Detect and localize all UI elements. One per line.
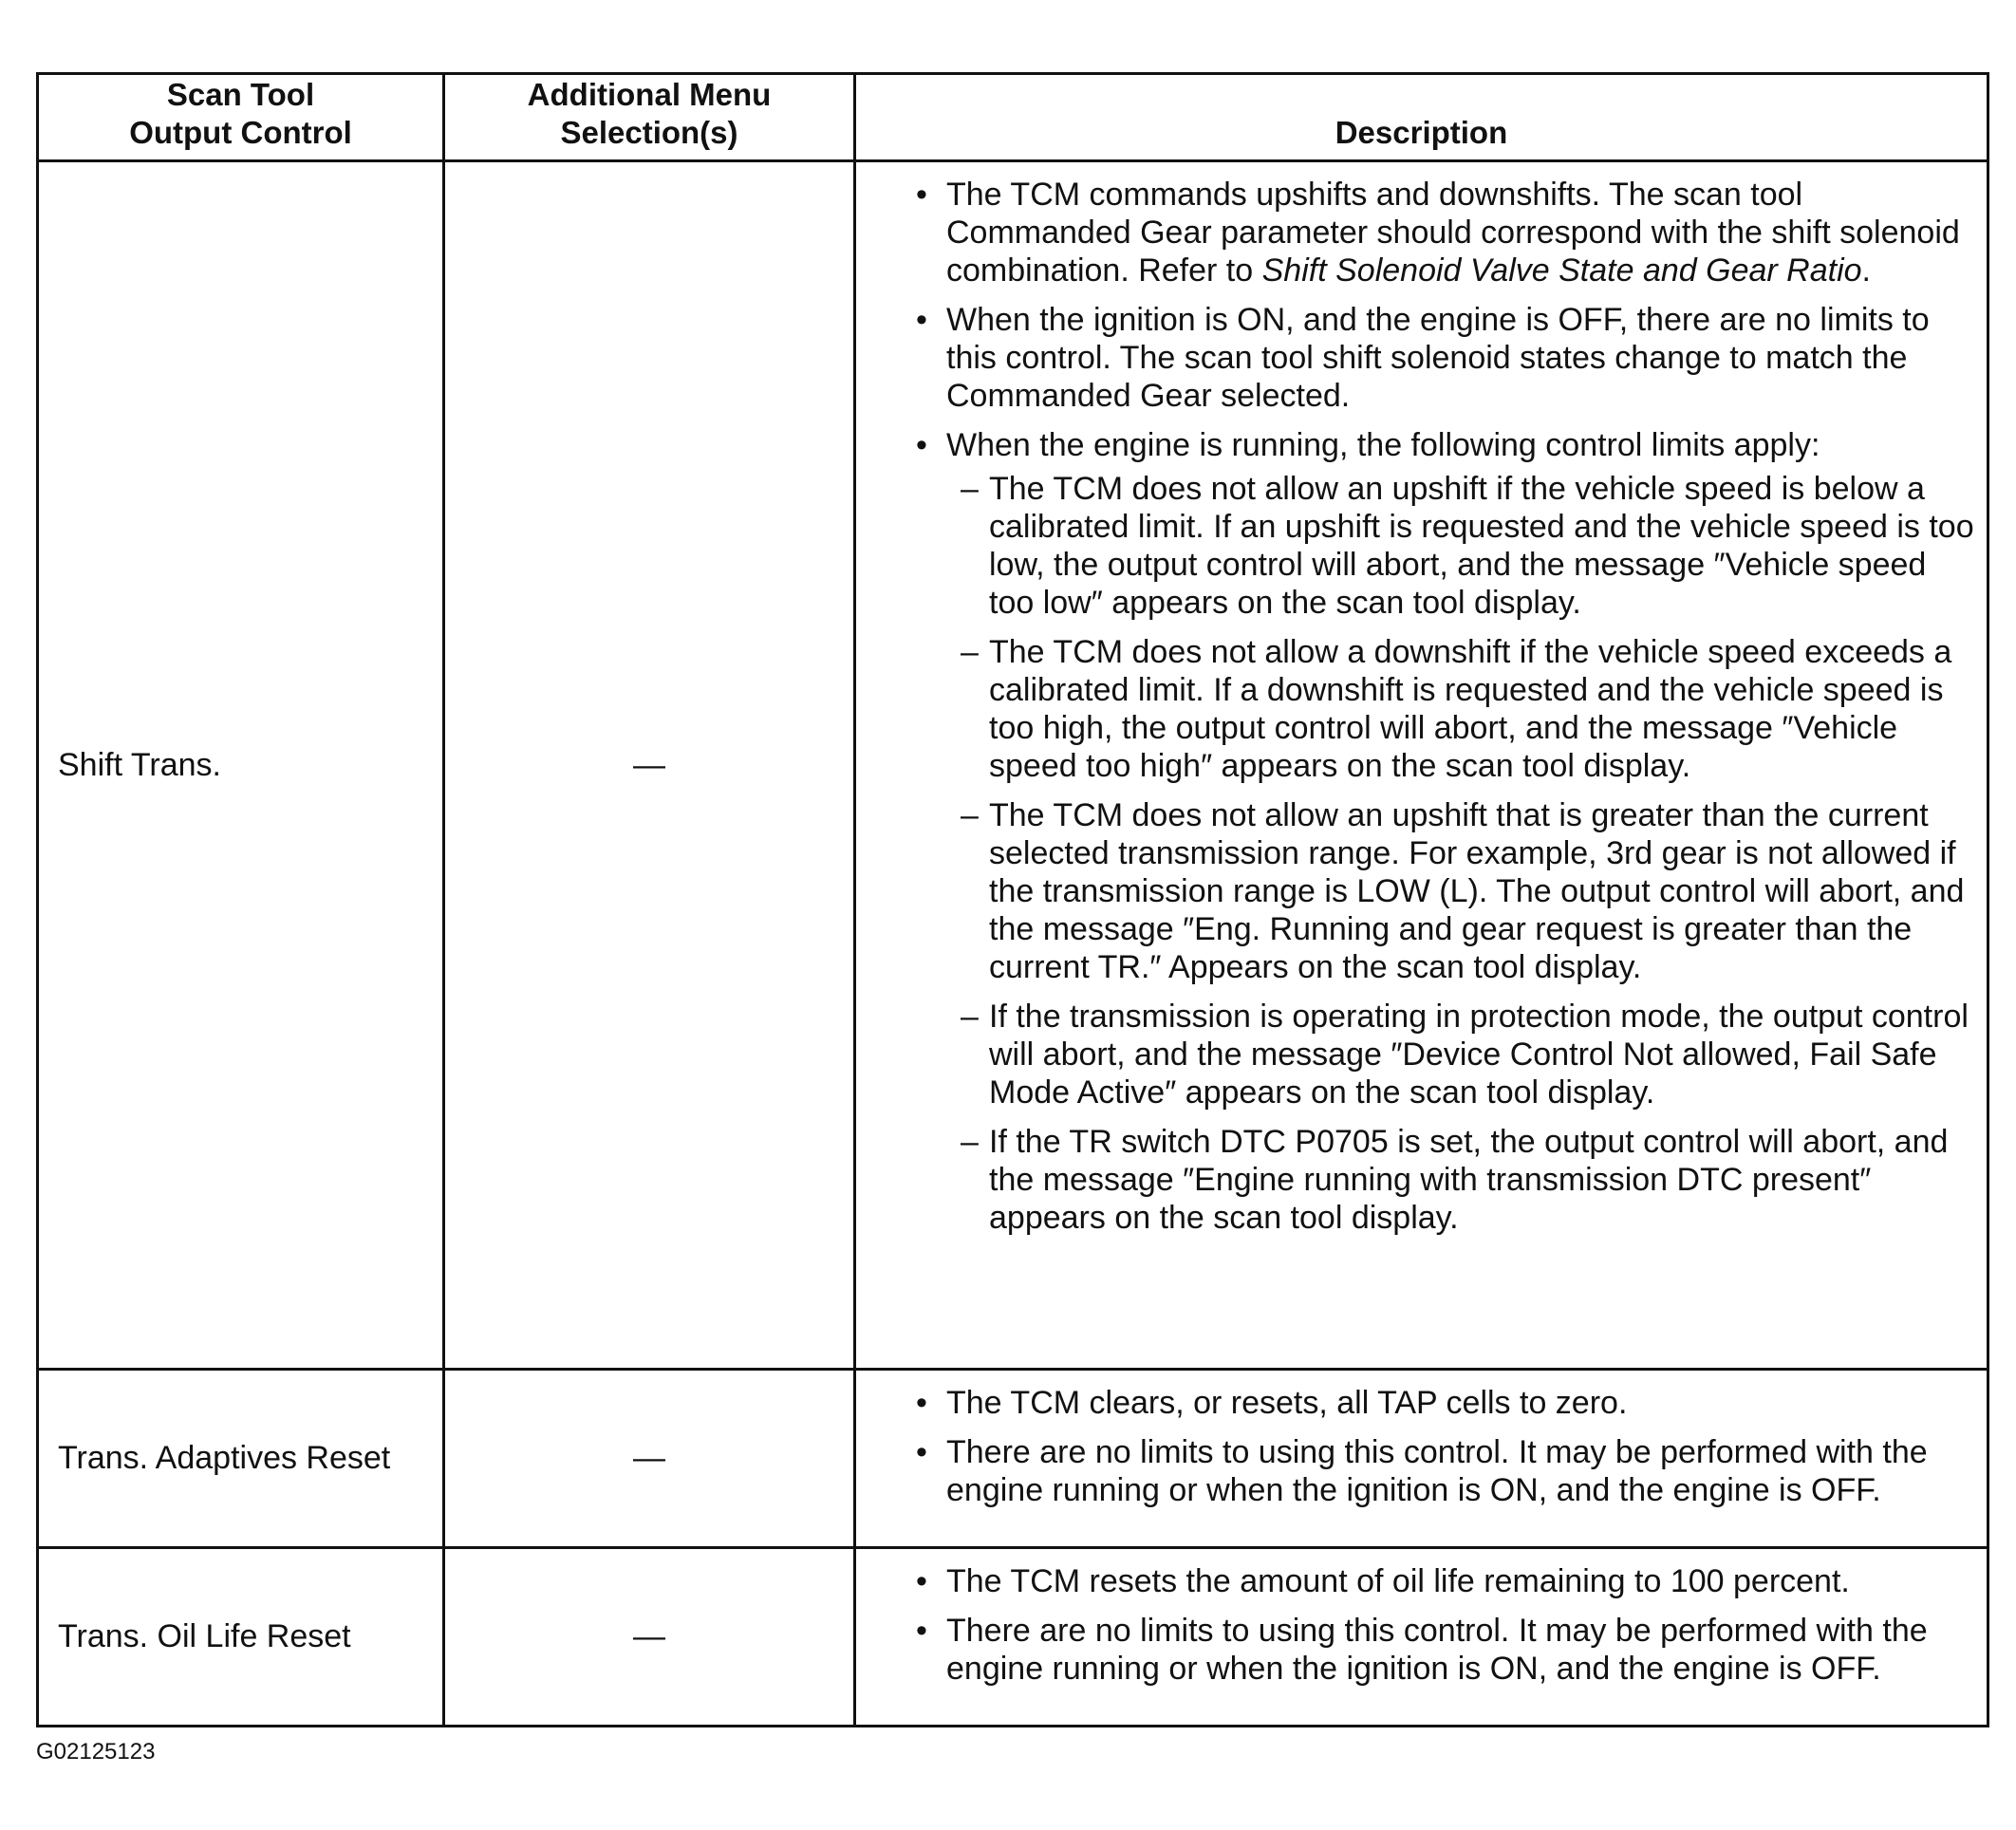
selection-cell: — — [444, 1548, 855, 1727]
description-sub-item: – If the TR switch DTC P0705 is set, the output control will abort, and the message ″Engine running with transmission DTC present″ appears on the scan tool display. — [856, 1123, 1979, 1237]
selection-cell: — — [444, 1370, 855, 1548]
description-cell — [855, 161, 1988, 1370]
description-bullet: • There are no limits to using this control. It may be performed with the engine running or when the ignition is ON, and the engine is OFF. — [856, 1433, 1979, 1509]
header-description — [855, 74, 1988, 161]
description-sub-item: – The TCM does not allow a downshift if the vehicle speed exceeds a calibrated limit. If a downshift is requested and the vehicle speed is too high, the output control will abort, and the message ″Vehicle speed too high″ appears on the scan tool display. — [856, 633, 1979, 785]
description-bullet: • There are no limits to using this control. It may be performed with the engine running or when the ignition is ON, and the engine is OFF. — [856, 1612, 1979, 1688]
description-sub-item: – If the transmission is operating in protection mode, the output control will abort, and the message ″Device Control Not allowed, Fail Safe Mode Active″ appears on the scan tool display. — [856, 998, 1979, 1111]
description-sub-item: – The TCM does not allow an upshift if the vehicle speed is below a calibrated limit. If an upshift is requested and the vehicle speed is too low, the output control will abort, and the message ″Vehicle speed too low″ appears on the scan tool display. — [856, 470, 1979, 622]
description-cell — [855, 1370, 1988, 1548]
table-row — [38, 1548, 1988, 1727]
header-col3-label: Description — [1335, 115, 1508, 150]
reference-link-text: Shift Solenoid Valve State and Gear Ratio — [1261, 252, 1862, 289]
table-row — [38, 1370, 1988, 1548]
bullet-text: The TCM commands upshifts and downshifts. The scan tool Commanded Gear parameter should correspond with the shift solenoid combination. Refer to — [946, 177, 1960, 289]
description-bullet: • When the ignition is ON, and the engine is OFF, there are no limits to this control. The scan tool shift solenoid states change to match the Commanded Gear selected. — [856, 301, 1979, 415]
header-col1-line1: Scan Tool — [166, 77, 315, 112]
selection-cell: — — [444, 161, 855, 1370]
table-header-row — [38, 74, 1988, 161]
bullet-text-end: . — [1861, 252, 1871, 289]
figure-id: G02125123 — [36, 1739, 156, 1765]
header-additional-menu-selections — [444, 74, 855, 161]
control-cell: Shift Trans. — [38, 161, 444, 1370]
header-col2-line2: Selection(s) — [560, 115, 738, 150]
description-sub-item: – The TCM does not allow an upshift that is greater than the current selected transmission range. For example, 3rd gear is not allowed if the transmission range is LOW (L). The output control will abort, and the message ″Eng. Running and gear request is greater than the current TR.″ Appears on the scan tool display. — [856, 796, 1979, 986]
header-col2-line1: Additional Menu — [527, 77, 772, 112]
description-bullet — [856, 176, 1979, 289]
control-cell: Trans. Adaptives Reset — [38, 1370, 444, 1548]
description-bullet: • The TCM clears, or resets, all TAP cells to zero. — [856, 1384, 1979, 1422]
description-bullet: • The TCM resets the amount of oil life remaining to 100 percent. — [856, 1562, 1979, 1600]
header-scan-tool-output-control — [38, 74, 444, 161]
description-bullet: • When the engine is running, the following control limits apply: — [856, 426, 1979, 464]
control-cell: Trans. Oil Life Reset — [38, 1548, 444, 1727]
table-row — [38, 161, 1988, 1370]
header-col1-line2: Output Control — [129, 115, 352, 150]
scan-tool-output-control-table — [36, 72, 1989, 1727]
description-cell — [855, 1548, 1988, 1727]
